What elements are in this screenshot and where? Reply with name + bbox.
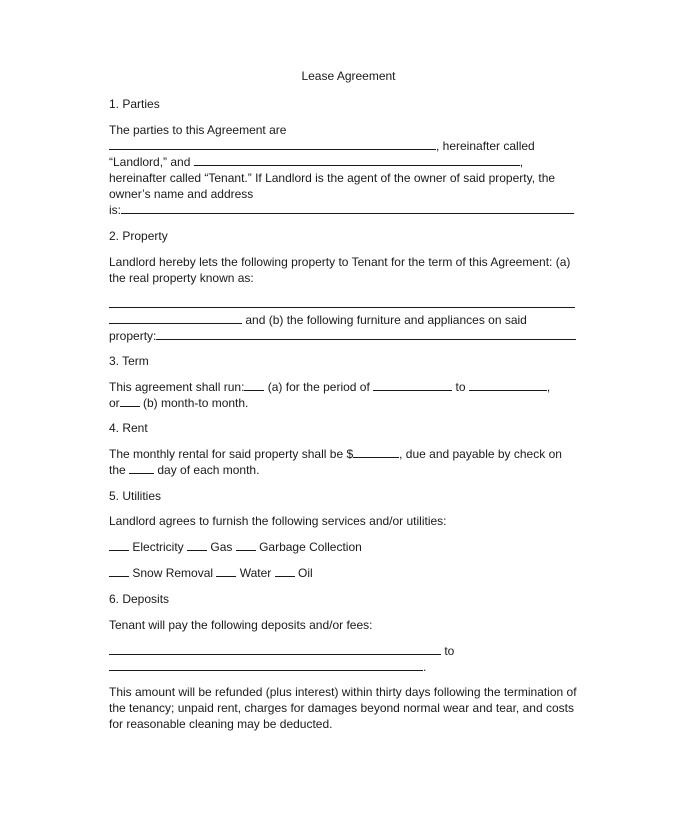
day-of-month-text: day of each month. xyxy=(157,463,260,477)
snow-label: Snow Removal xyxy=(132,566,214,580)
end-date-blank[interactable] xyxy=(469,379,547,391)
due-payable-text: , due and payable by check on xyxy=(399,447,562,461)
snow-blank[interactable] xyxy=(109,565,129,577)
hereinafter-text: , hereinafter called xyxy=(436,139,535,153)
to-text: to xyxy=(455,380,466,394)
term-b-blank[interactable] xyxy=(120,395,140,407)
garbage-blank[interactable] xyxy=(236,539,256,551)
parties-line-6 xyxy=(109,202,574,218)
deposits-line-2 xyxy=(109,643,454,659)
section-property-heading: 2. Property xyxy=(109,229,168,243)
to-text: to xyxy=(444,644,455,658)
gas-blank[interactable] xyxy=(187,539,207,551)
comma: , xyxy=(546,380,551,394)
period-mark: . xyxy=(423,660,427,674)
property-label: property: xyxy=(109,329,157,343)
tenant-name-blank[interactable] xyxy=(194,154,520,166)
deposits-line-3 xyxy=(109,659,426,675)
property-line-5 xyxy=(109,328,576,344)
property-line-3 xyxy=(109,296,575,312)
electricity-label: Electricity xyxy=(132,540,184,554)
agreement-run-text: This agreement shall run: xyxy=(109,380,245,394)
term-line-1 xyxy=(109,379,550,395)
or-text: or xyxy=(109,396,120,410)
section-deposits-heading: 6. Deposits xyxy=(109,592,170,606)
utilities-line-3 xyxy=(109,565,313,581)
rent-line-1 xyxy=(109,446,562,462)
real-property-blank[interactable] xyxy=(109,296,575,308)
property-line-4 xyxy=(109,312,527,328)
document-title: Lease Agreement xyxy=(301,69,396,83)
owner-address-blank[interactable] xyxy=(121,202,574,214)
refund-line-2: the tenancy; unpaid rent, charges for damages beyond normal wear and tear, and costs xyxy=(109,701,574,715)
comma: , xyxy=(519,155,524,169)
utilities-line-2 xyxy=(109,539,362,555)
parties-line-4: hereinafter called “Tenant.” If Landlord is the agent of the owner of said property, the xyxy=(109,171,556,185)
parties-line-2 xyxy=(109,138,535,154)
the-text: the xyxy=(109,463,126,477)
water-blank[interactable] xyxy=(216,565,236,577)
monthly-rental-text: The monthly rental for said property shall be $ xyxy=(109,447,354,461)
term-line-2 xyxy=(109,395,248,411)
section-term-heading: 3. Term xyxy=(109,354,149,368)
electricity-blank[interactable] xyxy=(109,539,129,551)
property-line-2: the real property known as: xyxy=(109,271,254,285)
deposit-blank-1[interactable] xyxy=(109,643,441,655)
landlord-name-blank[interactable] xyxy=(109,138,436,150)
section-utilities-heading: 5. Utilities xyxy=(109,489,162,503)
month-to-month-text: (b) month-to month. xyxy=(143,396,249,410)
start-date-blank[interactable] xyxy=(373,379,452,391)
water-label: Water xyxy=(239,566,272,580)
deposit-blank-2[interactable] xyxy=(109,659,423,671)
term-a-blank[interactable] xyxy=(244,379,264,391)
parties-line-5: owner’s name and address xyxy=(109,187,254,201)
oil-blank[interactable] xyxy=(275,565,295,577)
parties-intro: The parties to this Agreement are xyxy=(109,123,287,137)
furniture-text: and (b) the following furniture and appliances on said xyxy=(245,313,527,327)
period-text: (a) for the period of xyxy=(267,380,370,394)
oil-label: Oil xyxy=(297,566,313,580)
real-property-blank-2[interactable] xyxy=(109,312,242,324)
gas-label: Gas xyxy=(210,540,233,554)
garbage-label: Garbage Collection xyxy=(259,540,362,554)
furniture-blank[interactable] xyxy=(156,328,576,340)
rent-day-blank[interactable] xyxy=(129,462,154,474)
refund-line-3: for reasonable cleaning may be deducted. xyxy=(109,717,333,731)
parties-line-3 xyxy=(109,154,523,170)
landlord-and-text: “Landlord,” and xyxy=(109,155,191,169)
utilities-line-1: Landlord agrees to furnish the following services and/or utilities: xyxy=(109,514,447,528)
rent-line-2 xyxy=(109,462,259,478)
refund-line-1: This amount will be refunded (plus interest) within thirty days following the termination of xyxy=(109,685,577,699)
deposits-line-1: Tenant will pay the following deposits and/or fees: xyxy=(109,618,373,632)
property-line-1: Landlord hereby lets the following property to Tenant for the term of this Agreement: (a) xyxy=(109,255,571,269)
rent-amount-blank[interactable] xyxy=(353,446,399,458)
is-label: is: xyxy=(109,203,121,217)
section-parties-heading: 1. Parties xyxy=(109,97,160,111)
section-rent-heading: 4. Rent xyxy=(109,421,148,435)
